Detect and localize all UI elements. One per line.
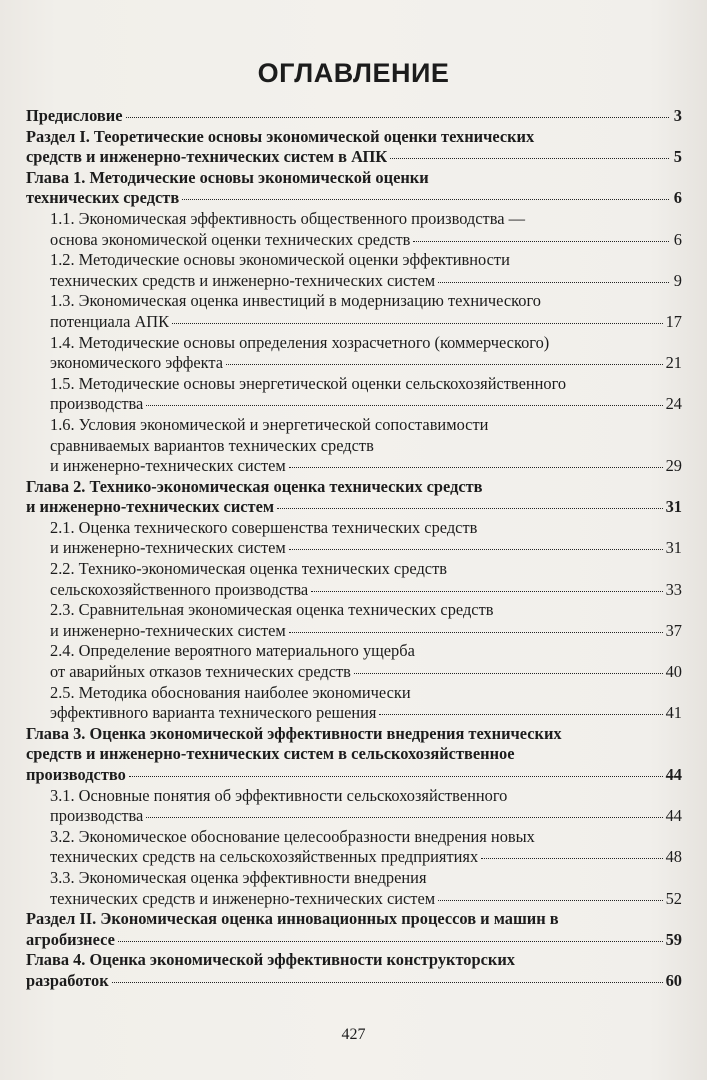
toc-entry-line: 1.1. Экономическая эффективность общественного производства —: [50, 208, 525, 228]
toc-entry-line: 2.4. Определение вероятного материального ущерба: [50, 641, 415, 661]
toc-page-number: 5: [673, 147, 682, 167]
toc-entry-last-line: [26, 271, 682, 292]
toc-subentry: [26, 291, 682, 332]
toc-subentry: [26, 209, 682, 250]
toc-entry-line: 3.1. Основные понятия об эффективности сельскохозяйственного: [50, 785, 508, 805]
toc-subentry: [26, 600, 682, 641]
toc-subentry: [26, 827, 682, 868]
toc-subentry: [26, 559, 682, 600]
toc-entry-line: Раздел I. Теоретические основы экономической оценки технических: [26, 126, 535, 146]
toc-entry-text: технических средств на сельскохозяйственных предприятиях: [50, 847, 479, 867]
dot-leader: [146, 817, 662, 818]
toc-entry-line: 3.2. Экономическое обоснование целесообразности внедрения новых: [50, 826, 535, 846]
toc-entry-text: и инженерно-технических систем: [50, 456, 286, 476]
toc-entry-line: 1.2. Методические основы экономической оценки эффективности: [50, 250, 510, 270]
toc-entry-line: 3.3. Экономическая оценка эффективности внедрения: [50, 867, 427, 887]
toc-page-number: 44: [665, 806, 682, 826]
dot-leader: [289, 632, 663, 633]
toc-heading-entry: [26, 106, 682, 127]
dot-leader: [438, 282, 669, 283]
toc-entry-text: и инженерно-технических систем: [50, 620, 286, 640]
toc-heading-entry: [26, 950, 682, 991]
dot-leader: [390, 158, 669, 159]
toc-entry-last-line: [26, 971, 682, 992]
toc-page-number: 48: [665, 847, 682, 867]
toc-entry-text: от аварийных отказов технических средств: [50, 662, 351, 682]
toc-page-number: 31: [665, 497, 682, 517]
toc-page-number: 40: [665, 662, 682, 682]
toc-entry-last-line: [26, 188, 682, 209]
toc-heading-entry: [26, 168, 682, 209]
dot-leader: [172, 323, 663, 324]
toc-entry-line: сравниваемых вариантов технических средств: [50, 435, 374, 455]
toc-entry-last-line: [26, 703, 682, 724]
toc-subentry: [26, 786, 682, 827]
page-title: ОГЛАВЛЕНИЕ: [257, 58, 450, 88]
toc-entry-last-line: [26, 394, 682, 415]
toc-entry-last-line: [26, 147, 682, 168]
toc-entry-text: и инженерно-технических систем: [50, 538, 286, 558]
toc-entry-text: эффективного варианта технического решения: [50, 703, 377, 723]
dot-leader: [311, 591, 662, 592]
toc-entry-line: 2.3. Сравнительная экономическая оценка технических средств: [50, 600, 494, 620]
toc-subentry: [26, 868, 682, 909]
toc-entry-last-line: [26, 662, 682, 683]
toc-page-number: 17: [665, 311, 682, 331]
toc-entry-last-line: [26, 580, 682, 601]
dot-leader: [146, 405, 662, 406]
toc-entry-last-line: [26, 538, 682, 559]
dot-leader: [289, 467, 663, 468]
dot-leader: [226, 364, 663, 365]
dot-leader: [438, 900, 662, 901]
toc-subentry: [26, 374, 682, 415]
toc-entry-last-line: [26, 456, 682, 477]
toc-entry-last-line: [26, 930, 682, 951]
dot-leader: [129, 776, 663, 777]
toc-entry-text: потенциала АПК: [50, 311, 170, 331]
toc-entry-line: 1.4. Методические основы определения хозрасчетного (коммерческого): [50, 332, 550, 352]
toc-entry-last-line: [26, 621, 682, 642]
toc-page-number: 3: [673, 106, 682, 125]
toc-page-number: 59: [665, 929, 682, 949]
toc-page-number: 60: [665, 970, 682, 990]
table-of-contents: [26, 106, 682, 992]
toc-entry-line: Глава 4. Оценка экономической эффективности конструкторских: [26, 950, 515, 970]
dot-leader: [481, 858, 662, 859]
toc-entry-text: производства: [50, 806, 144, 826]
toc-entry-text: агробизнесе: [26, 929, 115, 949]
toc-page-number: 52: [665, 888, 682, 908]
toc-page-number: 24: [665, 394, 682, 414]
toc-entry-text: основа экономической оценки технических средств: [50, 229, 411, 249]
toc-entry-text: Предисловие: [26, 106, 123, 125]
toc-entry-last-line: [26, 497, 682, 518]
toc-entry-text: технических средств: [26, 188, 180, 208]
toc-entry-last-line: [26, 765, 682, 786]
toc-heading-entry: [26, 724, 682, 786]
toc-subentry: [26, 683, 682, 724]
toc-entry-line: Глава 3. Оценка экономической эффективности внедрения технических: [26, 723, 562, 743]
toc-entry-last-line: [26, 806, 682, 827]
toc-entry-last-line: [26, 847, 682, 868]
toc-subentry: [26, 333, 682, 374]
toc-entry-line: 2.5. Методика обоснования наиболее экономически: [50, 682, 411, 702]
dot-leader: [379, 714, 662, 715]
dot-leader: [289, 549, 663, 550]
toc-entry-line: 2.2. Технико-экономическая оценка технических средств: [50, 559, 447, 579]
toc-entry-line: 1.3. Экономическая оценка инвестиций в модернизацию технического: [50, 291, 541, 311]
toc-entry-last-line: [26, 106, 682, 127]
page-number: 427: [341, 1026, 366, 1043]
toc-entry-line: 1.5. Методические основы энергетической оценки сельскохозяйственного: [50, 373, 567, 393]
toc-page-number: 6: [673, 229, 682, 249]
toc-entry-text: экономического эффекта: [50, 353, 224, 373]
toc-heading-entry: [26, 477, 682, 518]
toc-entry-text: технических средств и инженерно-технических систем: [50, 270, 436, 290]
toc-entry-line: Глава 1. Методические основы экономической оценки: [26, 167, 429, 187]
dot-leader: [118, 941, 663, 942]
toc-page-number: 9: [673, 270, 682, 290]
toc-entry-line: 2.1. Оценка технического совершенства технических средств: [50, 517, 478, 537]
toc-entry-line: Раздел II. Экономическая оценка инновационных процессов и машин в: [26, 909, 559, 929]
dot-leader: [354, 673, 663, 674]
toc-subentry: [26, 250, 682, 291]
toc-page-number: 31: [665, 538, 682, 558]
toc-entry-line: 1.6. Условия экономической и энергетической сопоставимости: [50, 414, 489, 434]
dot-leader: [413, 241, 669, 242]
toc-page-number: 29: [665, 456, 682, 476]
toc-page-number: 44: [665, 765, 682, 784]
toc-page-number: 41: [665, 703, 682, 723]
toc-entry-text: сельскохозяйственного производства: [50, 579, 309, 599]
toc-page-number: 37: [665, 620, 682, 640]
toc-entry-text: производства: [50, 394, 144, 414]
toc-subentry: [26, 518, 682, 559]
toc-entry-text: производство: [26, 765, 126, 784]
toc-entry-line: средств и инженерно-технических систем в сельскохозяйственное: [26, 744, 515, 764]
toc-entry-text: средств и инженерно-технических систем в АПК: [26, 147, 388, 167]
toc-page-number: 6: [673, 188, 682, 208]
toc-page-number: 21: [665, 353, 682, 373]
toc-heading-entry: [26, 127, 682, 168]
toc-entry-text: технических средств и инженерно-технических систем: [50, 888, 436, 908]
toc-entry-last-line: [26, 353, 682, 374]
toc-entry-last-line: [26, 889, 682, 910]
dot-leader: [112, 982, 663, 983]
toc-subentry: [26, 641, 682, 682]
toc-page-number: 33: [665, 579, 682, 599]
toc-entry-last-line: [26, 230, 682, 251]
toc-entry-text: и инженерно-технических систем: [26, 497, 275, 517]
toc-entry-text: разработок: [26, 970, 109, 990]
dot-leader: [277, 508, 663, 509]
dot-leader: [126, 117, 670, 118]
toc-subentry: [26, 415, 682, 477]
dot-leader: [182, 199, 669, 200]
toc-entry-line: Глава 2. Технико-экономическая оценка технических средств: [26, 476, 483, 496]
toc-heading-entry: [26, 909, 682, 950]
toc-entry-last-line: [26, 312, 682, 333]
